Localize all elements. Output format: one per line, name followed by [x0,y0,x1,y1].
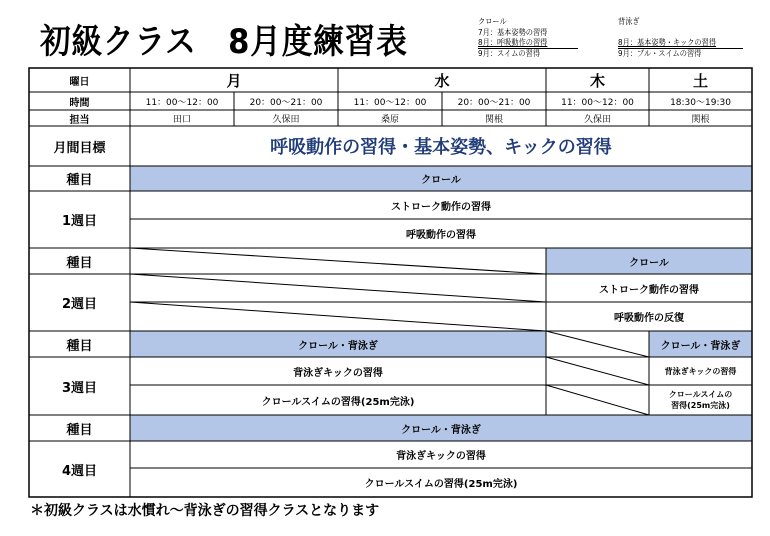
staff-name: 関根 [484,114,503,125]
day-thursday: 木 [589,71,605,90]
note-heading: クロール [478,17,507,26]
week1-row: ストローク動作の習得 [391,201,491,213]
day-wednesday: 水 [434,71,450,90]
week4-label: 4週目 [61,463,98,479]
item-label: 種目 [66,173,93,188]
row-label-day: 曜日 [69,76,90,88]
item-label: 種目 [66,255,93,271]
week2-row: 呼吸動作の反復 [614,313,684,324]
no-class-strike [130,248,546,274]
row-label-staff: 担当 [69,114,90,126]
time-slot: 11：00～12：00 [353,97,427,108]
no-class-strike [546,357,649,385]
note-heading: 背泳ぎ [618,17,640,26]
staff-name: 関根 [691,114,710,125]
week3-row: 背泳ぎキックの習得 [293,367,383,379]
item-label: 種目 [66,338,93,354]
week3-row-saturday-line: クロールスイムの [668,390,733,399]
week3-row: クロールスイムの習得(25m完泳) [261,396,415,408]
week2-label: 2週目 [61,297,98,312]
row-label-goal: 月間目標 [53,140,106,156]
time-slot: 20：00～21：00 [249,97,323,108]
week3-row-saturday: 背泳ぎキックの習得 [664,366,737,376]
table-border [29,68,752,497]
staff-name: 田口 [172,114,191,125]
week3-label: 3週目 [61,380,98,396]
no-class-strike [546,385,649,415]
week4-row: 背泳ぎキックの習得 [396,451,486,462]
time-slot: 11：00～12：00 [561,97,634,108]
week2-row: ストローク動作の習得 [599,284,699,296]
time-slot: 18:30～19:30 [670,97,731,108]
week1-row: 呼吸動作の習得 [406,230,476,241]
no-class-strike [546,331,649,357]
day-saturday: 土 [692,71,708,90]
time-slot: 20：00～21：00 [457,97,531,108]
no-class-strike [130,274,546,302]
time-slot: 11：00～12：00 [145,97,219,108]
monthly-goal: 呼吸動作の習得・基本姿勢、キックの習得 [270,137,612,158]
staff-name: 久保田 [583,114,611,125]
week2-event: クロール [629,257,669,269]
note-line: 9月：プル・スイムの習得 [618,48,702,58]
note-line: 7月：基本姿勢の習得 [478,27,548,37]
no-class-strike [130,302,546,331]
week3-row-saturday-line: 習得(25m完泳) [671,401,730,410]
week3-event: クロール・背泳ぎ [298,340,378,352]
row-label-time: 時間 [69,97,90,109]
note-line: 9月：スイムの習得 [478,48,541,58]
staff-name: 桑原 [380,114,399,125]
week4-row: クロールスイムの習得(25m完泳) [364,479,518,490]
note-line-current: 8月：呼吸動作の習得 [478,38,548,47]
week3-event-saturday: クロール・背泳ぎ [660,340,741,352]
item-label: 種目 [66,422,93,438]
day-monday: 月 [226,71,242,90]
week1-label: 1週目 [61,214,98,229]
note-line-current: 8月：基本姿勢・キックの習得 [618,38,717,47]
week1-event: クロール [421,175,461,186]
staff-name: 久保田 [272,114,300,125]
week4-event: クロール・背泳ぎ [401,424,481,436]
page-title: 初級クラス 8月度練習表 [40,22,408,62]
footer-note: ＊初級クラスは水慣れ～背泳ぎの習得クラスとなります [30,503,380,519]
